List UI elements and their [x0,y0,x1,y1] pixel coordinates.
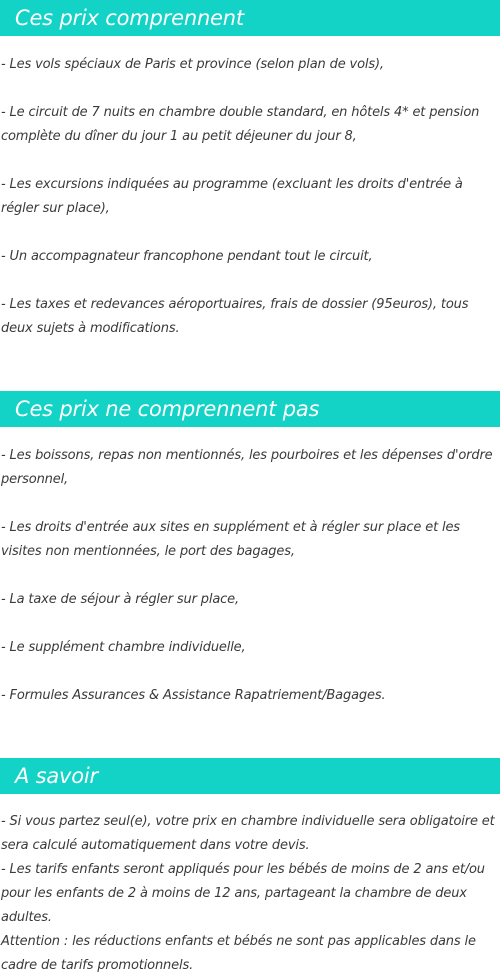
section-title: Ces prix comprennent [15,6,244,30]
list-item: Attention : les réductions enfants et bébés ne sont pas applicables dans le cadre de tarifs promotionnels. [1,934,476,973]
section-header [0,391,500,427]
section-title: Ces prix ne comprennent pas [15,397,320,421]
list-item: - Les boissons, repas non mentionnés, les pourboires et les dépenses d'ordre personnel, [1,448,493,487]
section-header [0,0,500,36]
section-included [0,0,500,341]
list-item: - Les tarifs enfants seront appliqués pour les bébés de moins de 2 ans et/ou pour les enfants de 2 à moins de 12 ans, partageant la chambre de deux adultes. [1,862,485,925]
list-item: - Les excursions indiquées au programme (excluant les droits d'entrée à régler sur place), [1,177,463,216]
list-item: - Un accompagnateur francophone pendant tout le circuit, [1,249,373,264]
list-item: - Le supplément chambre individuelle, [1,640,246,655]
section-not-included [0,391,500,708]
section-title: A savoir [15,764,98,788]
list-item: - Formules Assurances & Assistance Rapatriement/Bagages. [1,688,386,703]
list-item: - Le circuit de 7 nuits en chambre double standard, en hôtels 4* et pension complète du dîner du jour 1 au petit déjeuner du jour 8, [1,105,480,144]
item-list [0,36,500,341]
list-item: - Les vols spéciaux de Paris et province (selon plan de vols), [1,57,384,72]
section-good-to-know [0,758,500,978]
item-list [0,427,500,708]
list-item: - Les droits d'entrée aux sites en supplément et à régler sur place et les visites non mentionnées, le port des bagages, [1,520,460,559]
list-item: - Les taxes et redevances aéroportuaires, frais de dossier (95euros), tous deux sujets à modifications. [1,297,469,336]
section-header [0,758,500,794]
list-item: - Si vous partez seul(e), votre prix en chambre individuelle sera obligatoire et sera calculé automatiquement dans votre devis. [1,814,495,853]
item-list [0,794,500,978]
list-item: - La taxe de séjour à régler sur place, [1,592,240,607]
